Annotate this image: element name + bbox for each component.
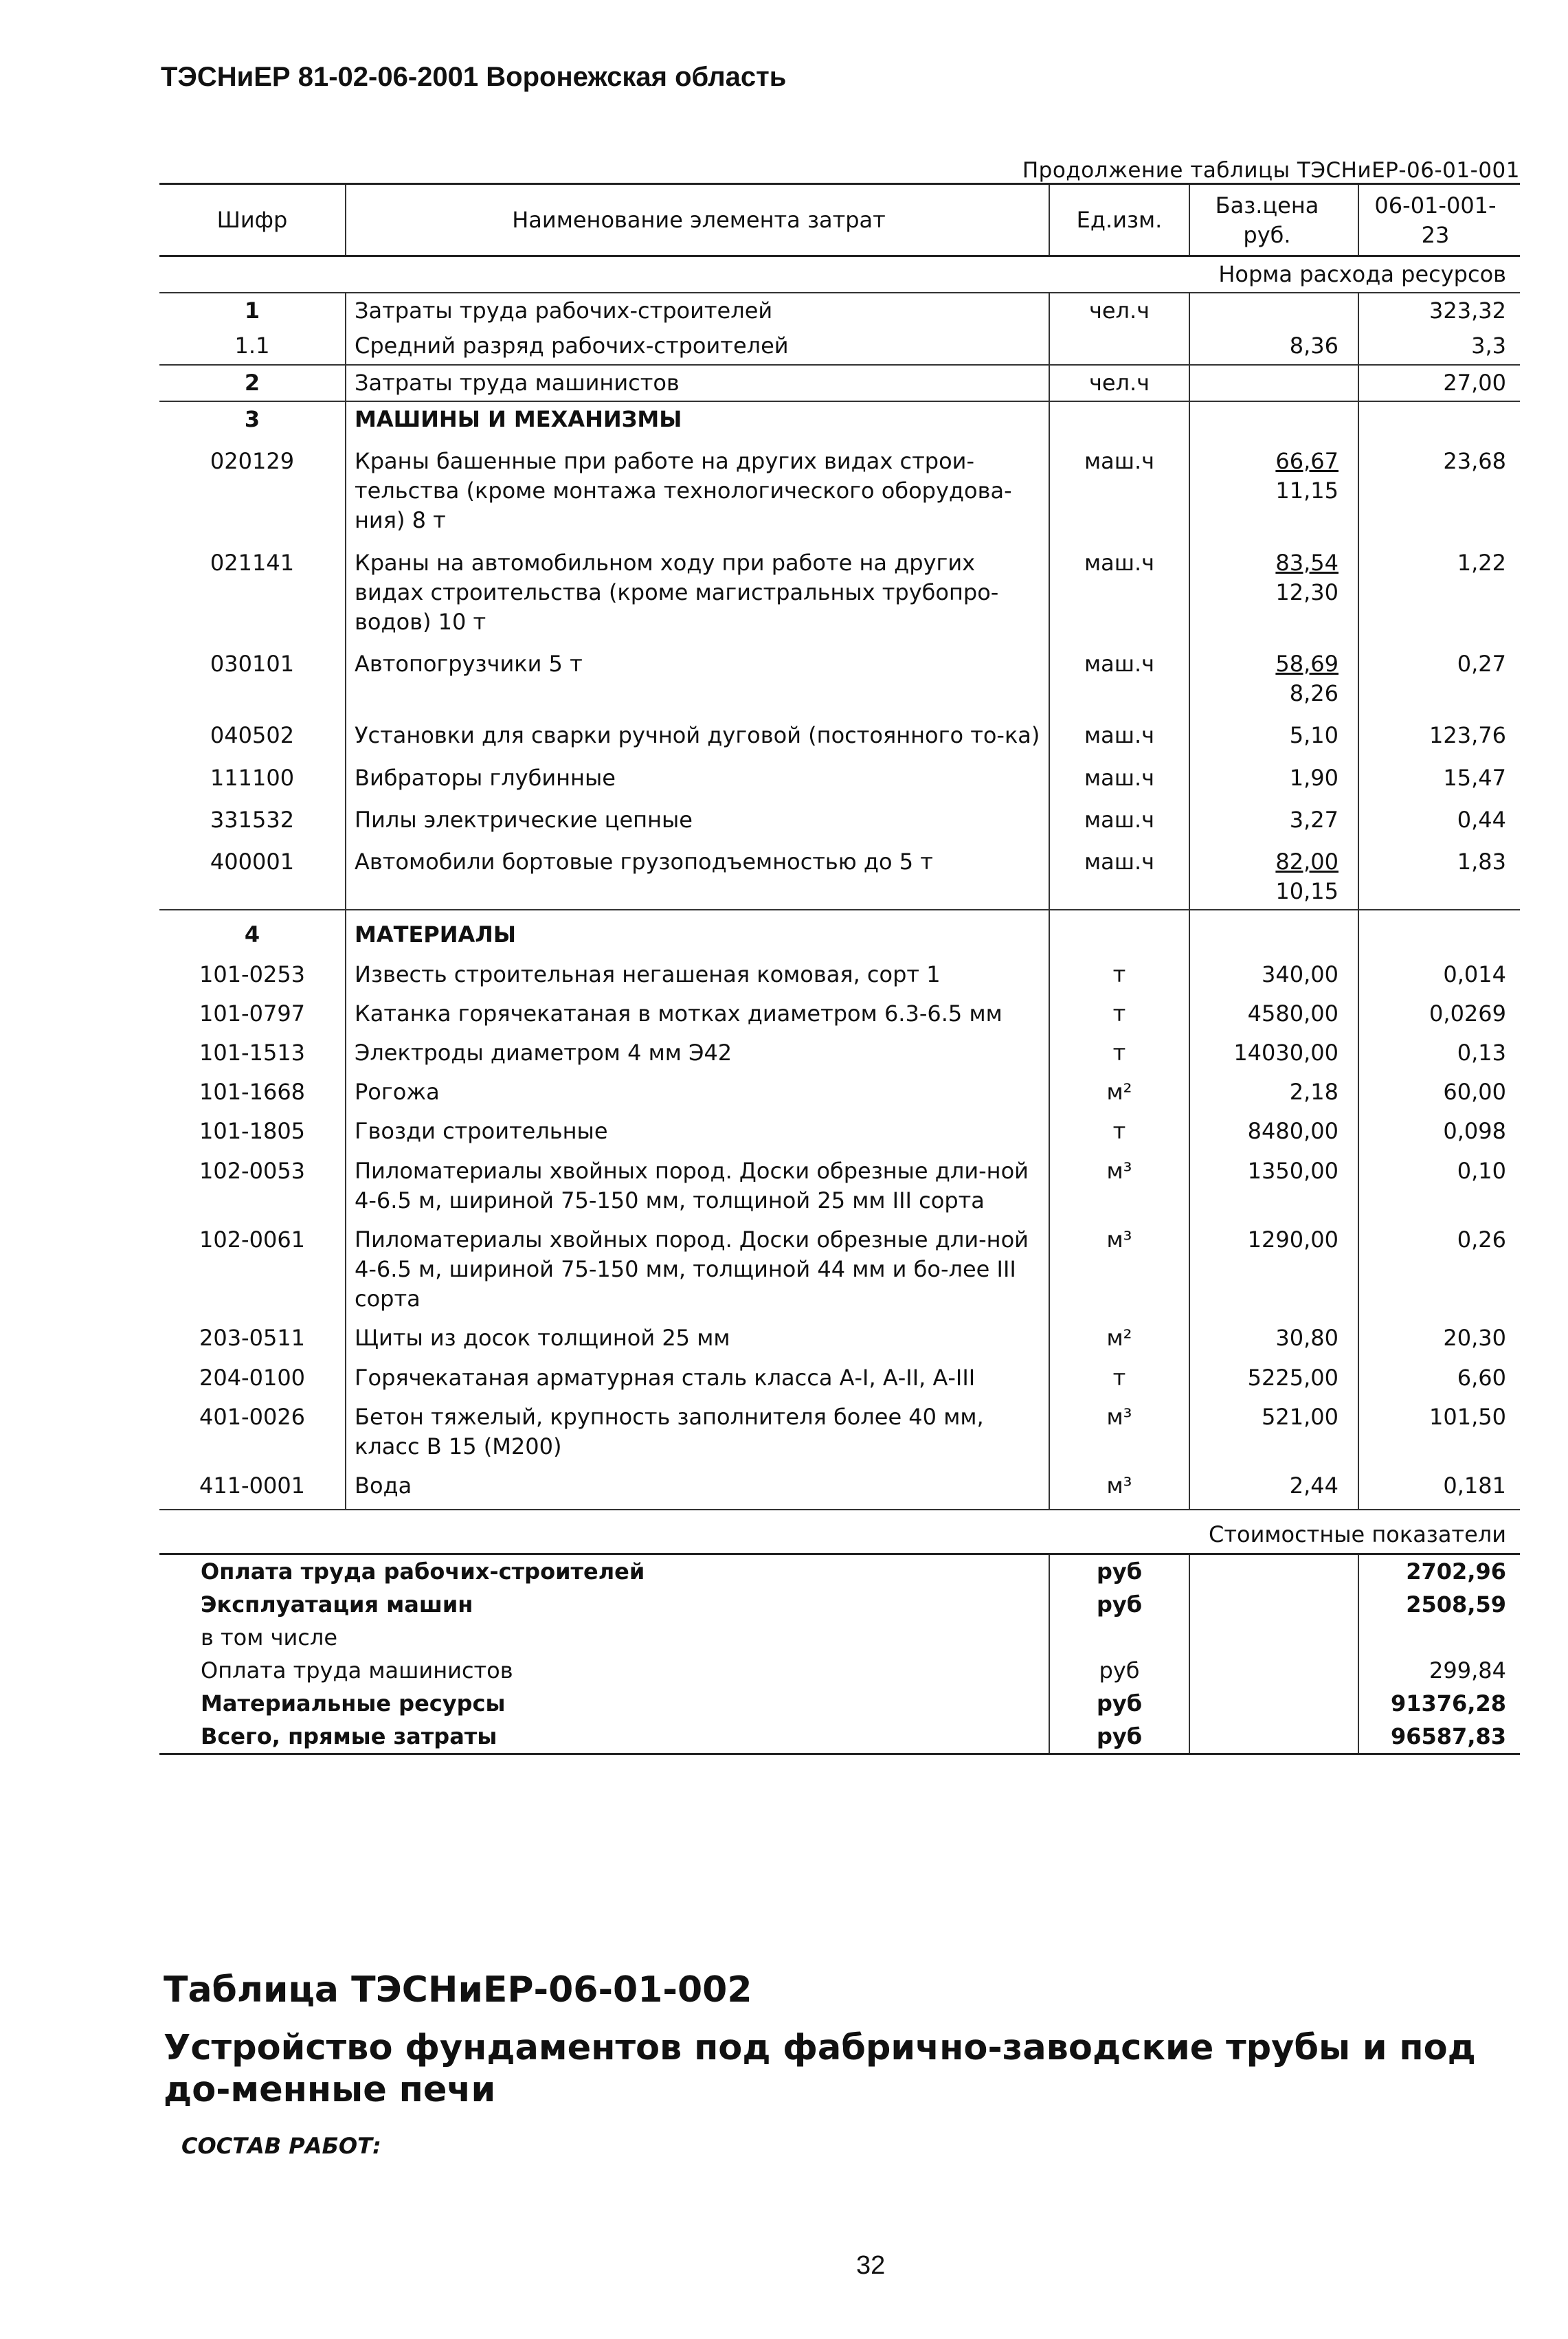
row-name: Гвозди строительные (346, 1110, 1049, 1149)
price-operator-value: 11,15 (1275, 478, 1339, 504)
price-value: 5,10 (1289, 722, 1339, 749)
section-row-materials (159, 910, 1520, 952)
row-unit: т (1049, 953, 1189, 992)
document-header: ТЭСНиЕР 81-02-06-2001 Воронежская область (161, 62, 787, 92)
price-value: 4580,00 (1247, 1000, 1339, 1027)
col-header-name: Наименование элемента затрат (346, 184, 1049, 256)
row-norm: 323,32 (1429, 298, 1506, 324)
table-row (159, 1464, 1520, 1510)
cost-price (1189, 1554, 1358, 1588)
cost-row (159, 1588, 1520, 1621)
row-code: 401-0026 (159, 1396, 346, 1464)
resource-norms-table (159, 183, 1520, 1755)
cost-value: 91376,28 (1390, 1690, 1506, 1716)
row-name: Краны на автомобильном ходу при работе на других видах строительства (кроме магистральных трубопро-водов) 10 т (346, 539, 1049, 640)
cost-name: Оплата труда рабочих-строителей (159, 1554, 1049, 1588)
row-norm: 15,47 (1443, 764, 1506, 791)
row-unit (1049, 910, 1189, 952)
row-code: 102-0053 (159, 1150, 346, 1218)
cost-unit: руб (1049, 1687, 1189, 1720)
table-row (159, 437, 1520, 539)
row-norm: 6,60 (1457, 1364, 1506, 1391)
table-row (159, 328, 1520, 364)
row-code: 101-1513 (159, 1031, 346, 1071)
table-row (159, 711, 1520, 753)
row-price (1189, 953, 1358, 992)
cost-price (1189, 1687, 1358, 1720)
row-code: 040502 (159, 711, 346, 753)
price-value: 1350,00 (1247, 1157, 1339, 1184)
table-header-row (159, 184, 1520, 256)
price-operator-value: 10,15 (1275, 878, 1339, 905)
row-norm: 0,13 (1457, 1039, 1506, 1066)
row-unit: м³ (1049, 1150, 1189, 1218)
price-value: 30,80 (1275, 1325, 1339, 1352)
price-operator-value: 12,30 (1275, 579, 1339, 605)
row-name: Установки для сварки ручной дуговой (постоянного то-ка) (346, 711, 1049, 753)
table-row (159, 953, 1520, 992)
table-row (159, 1150, 1520, 1218)
price-value: 14030,00 (1233, 1039, 1339, 1066)
table-row (159, 293, 1520, 328)
table-continuation-label: Продолжение таблицы ТЭСНиЕР-06-01-001 (1022, 158, 1520, 183)
col-header-code: Шифр (159, 184, 346, 256)
row-code: 101-1668 (159, 1071, 346, 1110)
cost-unit: руб (1049, 1588, 1189, 1621)
row-code: 1 (159, 293, 346, 328)
row-unit: м² (1049, 1317, 1189, 1356)
table-row (159, 1031, 1520, 1071)
row-unit: т (1049, 992, 1189, 1031)
row-price (1189, 293, 1358, 328)
row-norm: 60,00 (1443, 1079, 1506, 1106)
table-row (159, 365, 1520, 401)
row-unit: чел.ч (1049, 365, 1189, 401)
price-value: 8480,00 (1247, 1118, 1339, 1145)
price-value: 66,67 (1275, 447, 1339, 474)
row-code: 101-1805 (159, 1110, 346, 1149)
row-norm: 23,68 (1443, 447, 1506, 474)
row-name: Затраты труда рабочих-строителей (346, 293, 1049, 328)
row-code: 203-0511 (159, 1317, 346, 1356)
price-value: 340,00 (1262, 961, 1339, 987)
price-value: 5225,00 (1247, 1364, 1339, 1391)
row-name: Вода (346, 1464, 1049, 1510)
row-norm: 27,00 (1358, 365, 1520, 401)
cost-row (159, 1654, 1520, 1687)
row-name: Рогожа (346, 1071, 1049, 1110)
cost-price (1189, 1621, 1358, 1654)
cost-value: 96587,83 (1358, 1720, 1520, 1754)
table-row (159, 640, 1520, 711)
table-row (159, 1317, 1520, 1356)
row-unit: маш.ч (1049, 838, 1189, 910)
price-value: 3,27 (1289, 806, 1339, 833)
work-composition-label: СОСТАВ РАБОТ: (181, 2133, 381, 2159)
row-price (1189, 1150, 1358, 1218)
col-header-unit: Ед.изм. (1049, 184, 1189, 256)
row-unit: маш.ч (1049, 796, 1189, 838)
table-row (159, 1356, 1520, 1396)
row-norm: 0,26 (1457, 1226, 1506, 1253)
row-unit: м² (1049, 1071, 1189, 1110)
row-norm: 1,83 (1358, 838, 1520, 910)
row-code: 400001 (159, 838, 346, 910)
cost-row (159, 1687, 1520, 1720)
row-name: МАШИНЫ И МЕХАНИЗМЫ (346, 401, 1049, 437)
row-unit (1049, 401, 1189, 437)
cost-price (1189, 1654, 1358, 1687)
cost-price (1189, 1588, 1358, 1621)
row-name: Пиломатериалы хвойных пород. Доски обрезные дли-ной 4-6.5 м, шириной 75-150 мм, толщиной 44 мм и бо-лее III сорта (346, 1218, 1049, 1317)
row-code: 331532 (159, 796, 346, 838)
cost-header-row (159, 1510, 1520, 1554)
col-header-norm: 06-01-001-23 (1358, 184, 1520, 256)
row-norm: 0,014 (1443, 961, 1506, 987)
row-name: Краны башенные при работе на других видах строи-тельства (кроме монтажа технологического оборудова-ния) 8 т (346, 437, 1049, 539)
cost-unit (1049, 1621, 1189, 1654)
row-name: Горячекатаная арматурная сталь класса А-I, А-II, А-III (346, 1356, 1049, 1396)
table-row (159, 754, 1520, 796)
row-unit: т (1049, 1031, 1189, 1071)
row-name: Известь строительная негашеная комовая, сорт 1 (346, 953, 1049, 992)
row-norm: 0,27 (1457, 651, 1506, 678)
row-unit (1049, 328, 1189, 364)
row-unit: м³ (1049, 1396, 1189, 1464)
row-price (1189, 1396, 1358, 1464)
row-norm: 0,098 (1443, 1118, 1506, 1145)
row-unit: м³ (1049, 1464, 1189, 1510)
row-norm (1358, 401, 1520, 437)
row-code: 204-0100 (159, 1356, 346, 1396)
row-unit: маш.ч (1049, 640, 1189, 711)
cost-name: Оплата труда машинистов (159, 1654, 1049, 1687)
cost-row (159, 1720, 1520, 1754)
cost-price (1189, 1720, 1358, 1754)
row-name: Катанка горячекатаная в мотках диаметром 6.3-6.5 мм (346, 992, 1049, 1031)
table-row (159, 539, 1520, 640)
cost-value (1358, 1621, 1520, 1654)
row-name: Бетон тяжелый, крупность заполнителя более 40 мм, класс В 15 (М200) (346, 1396, 1049, 1464)
row-unit: маш.ч (1049, 539, 1189, 640)
row-code: 021141 (159, 539, 346, 640)
row-code: 101-0797 (159, 992, 346, 1031)
cost-value: 2508,59 (1406, 1591, 1506, 1618)
col-header-price: Баз.цена руб. (1189, 184, 1358, 256)
row-code: 4 (159, 910, 346, 952)
row-name: МАТЕРИАЛЫ (346, 910, 1049, 952)
row-price (1189, 539, 1358, 640)
row-norm: 0,181 (1358, 1464, 1520, 1510)
row-price (1189, 711, 1358, 753)
cost-name: Материальные ресурсы (159, 1687, 1049, 1720)
price-value: 1,90 (1289, 764, 1339, 791)
next-table-title: Таблица ТЭСНиЕР-06-01-002 (164, 1969, 752, 2011)
row-price (1189, 401, 1358, 437)
row-norm: 20,30 (1443, 1325, 1506, 1352)
row-name: Вибраторы глубинные (346, 754, 1049, 796)
row-unit: маш.ч (1049, 711, 1189, 753)
row-price (1189, 640, 1358, 711)
row-norm: 0,10 (1457, 1157, 1506, 1184)
norm-header-row (159, 256, 1520, 293)
row-name: Автомобили бортовые грузоподъемностью до 5 т (346, 838, 1049, 910)
row-name: Щиты из досок толщиной 25 мм (346, 1317, 1049, 1356)
row-code: 3 (159, 401, 346, 437)
row-norm: 101,50 (1429, 1403, 1506, 1430)
row-name: Электроды диаметром 4 мм Э42 (346, 1031, 1049, 1071)
page-number: 32 (856, 2251, 886, 2280)
row-norm: 123,76 (1429, 722, 1506, 749)
row-name: Пилы электрические цепные (346, 796, 1049, 838)
row-code: 020129 (159, 437, 346, 539)
norm-header: Норма расхода ресурсов (159, 256, 1520, 293)
cost-unit: руб (1049, 1554, 1189, 1588)
row-name: Автопогрузчики 5 т (346, 640, 1049, 711)
table-row (159, 992, 1520, 1031)
row-norm: 1,22 (1457, 549, 1506, 576)
row-price (1189, 1317, 1358, 1356)
price-value: 58,69 (1275, 651, 1339, 678)
cost-row (159, 1621, 1520, 1654)
row-norm: 0,44 (1457, 806, 1506, 833)
row-norm (1358, 910, 1520, 952)
row-code: 111100 (159, 754, 346, 796)
row-code: 102-0061 (159, 1218, 346, 1317)
row-code: 030101 (159, 640, 346, 711)
row-unit: маш.ч (1049, 754, 1189, 796)
row-price (1189, 1218, 1358, 1317)
row-price (1189, 1031, 1358, 1071)
next-table-subtitle: Устройство фундаментов под фабрично-заводские трубы и под до-менные печи (164, 2028, 1476, 2111)
price-value: 2,18 (1289, 1079, 1339, 1106)
row-price (1189, 796, 1358, 838)
price-value: 83,54 (1275, 549, 1339, 576)
row-price (1189, 437, 1358, 539)
row-code: 1.1 (159, 328, 346, 364)
price-operator-value: 8,26 (1289, 680, 1339, 707)
row-price (1189, 365, 1358, 401)
cost-row (159, 1554, 1520, 1588)
row-price (1189, 838, 1358, 910)
cost-name: Всего, прямые затраты (159, 1720, 1049, 1754)
row-price (1189, 1110, 1358, 1149)
price-value: 82,00 (1275, 849, 1339, 875)
row-price (1189, 992, 1358, 1031)
price-value: 8,36 (1289, 333, 1339, 359)
cost-value: 299,84 (1429, 1657, 1506, 1683)
table-row (159, 1218, 1520, 1317)
cost-unit: руб (1049, 1720, 1189, 1754)
row-price (1189, 1356, 1358, 1396)
row-price (1189, 910, 1358, 952)
row-code: 2 (159, 365, 346, 401)
row-price (1189, 754, 1358, 796)
row-name: Пиломатериалы хвойных пород. Доски обрезные дли-ной 4-6.5 м, шириной 75-150 мм, толщиной 25 мм III сорта (346, 1150, 1049, 1218)
cost-name: Эксплуатация машин (159, 1588, 1049, 1621)
price-value: 2,44 (1289, 1473, 1339, 1499)
cost-value: 2702,96 (1406, 1558, 1506, 1585)
row-unit: т (1049, 1110, 1189, 1149)
cost-unit: руб (1049, 1654, 1189, 1687)
row-price (1189, 1071, 1358, 1110)
row-code: 411-0001 (159, 1464, 346, 1510)
row-price (1189, 328, 1358, 364)
table-row (159, 1110, 1520, 1149)
row-norm: 0,0269 (1429, 1000, 1506, 1027)
row-name: Средний разряд рабочих-строителей (346, 328, 1049, 364)
table-row (159, 796, 1520, 838)
row-unit: чел.ч (1049, 293, 1189, 328)
row-unit: маш.ч (1049, 437, 1189, 539)
table-row (159, 1396, 1520, 1464)
cost-header: Стоимостные показатели (159, 1510, 1520, 1554)
row-price (1189, 1464, 1358, 1510)
price-value: 1290,00 (1247, 1226, 1339, 1253)
row-unit: т (1049, 1356, 1189, 1396)
table-row (159, 838, 1520, 910)
price-value: 521,00 (1262, 1403, 1339, 1430)
row-code: 101-0253 (159, 953, 346, 992)
row-name: Затраты труда машинистов (346, 365, 1049, 401)
table-row (159, 1071, 1520, 1110)
section-row-machines (159, 401, 1520, 437)
row-unit: м³ (1049, 1218, 1189, 1317)
row-norm: 3,3 (1358, 328, 1520, 364)
cost-name: в том числе (159, 1621, 1049, 1654)
